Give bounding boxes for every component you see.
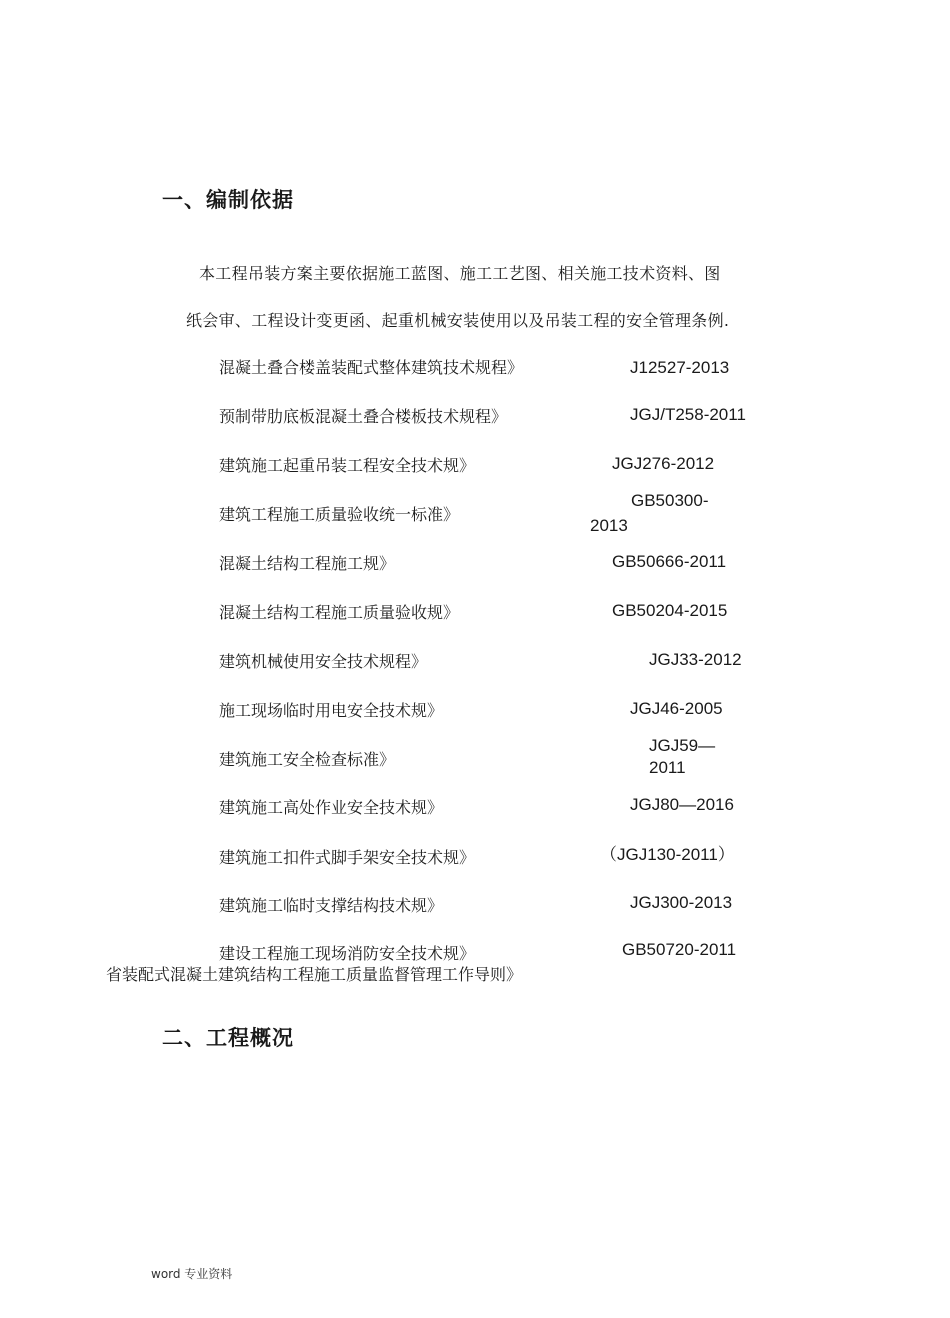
standard-code-4b: 2013 [590,516,628,535]
standard-name-11: 建筑施工扣件式脚手架安全技术规》 [219,848,476,867]
standard-code-6: GB50204-2015 [612,601,728,620]
standard-name-3: 建筑施工起重吊装工程安全技术规》 [219,456,476,475]
section-1-heading: 一、编制依据 [162,188,294,212]
intro-line-2: 纸会审、工程设计变更函、起重机械安装使用以及吊装工程的安全管理条例. [186,311,730,330]
standard-name-4: 建筑工程施工质量验收统一标准》 [219,505,460,524]
standard-name-13: 建设工程施工现场消防安全技术规》 [219,944,476,963]
standard-code-4a: GB50300- [631,491,709,510]
standard-code-9a: JGJ59— [649,736,716,755]
standard-code-3: JGJ276-2012 [612,454,715,473]
page-footer: word 专业资料 [151,1267,233,1281]
standard-code-5: GB50666-2011 [612,552,727,571]
standard-code-10: JGJ80—2016 [630,795,734,814]
standard-code-2: JGJ/T258-2011 [630,405,746,424]
standard-name-2: 预制带肋底板混凝土叠合楼板技术规程》 [219,407,508,426]
standard-name-10: 建筑施工高处作业安全技术规》 [219,798,444,817]
standard-name-14: 省装配式混凝土建筑结构工程施工质量监督管理工作导则》 [106,965,523,984]
standard-name-5: 混凝土结构工程施工规》 [219,554,396,573]
standard-code-12: JGJ300-2013 [630,893,733,912]
standard-name-1: 混凝土叠合楼盖装配式整体建筑技术规程》 [219,358,524,377]
standard-name-6: 混凝土结构工程施工质量验收规》 [219,603,460,622]
standard-code-13: GB50720-2011 [622,940,737,959]
standard-code-11: （JGJ130-2011） [600,845,735,864]
standard-code-9b: 2011 [649,758,686,777]
standard-name-12: 建筑施工临时支撑结构技术规》 [219,896,444,915]
standard-code-1: J12527-2013 [630,358,730,377]
standard-code-8: JGJ46-2005 [630,699,723,718]
standard-code-7: JGJ33-2012 [649,650,742,669]
standard-name-8: 施工现场临时用电安全技术规》 [219,701,444,720]
intro-line-1: 本工程吊装方案主要依据施工蓝图、施工工艺图、相关施工技术资料、图 [199,264,721,283]
standard-name-9: 建筑施工安全检查标准》 [219,750,396,769]
section-2-heading: 二、工程概况 [162,1026,294,1050]
standard-name-7: 建筑机械使用安全技术规程》 [219,652,428,671]
